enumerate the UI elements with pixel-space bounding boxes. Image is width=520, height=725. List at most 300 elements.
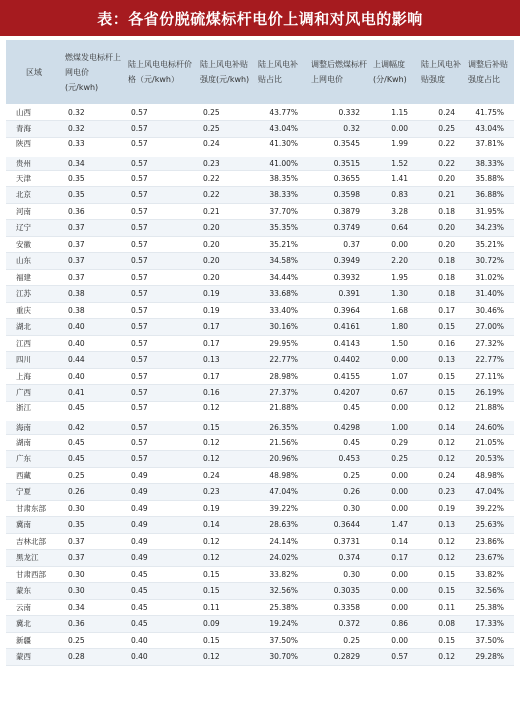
value-cell: 0.57 (125, 170, 197, 187)
region-cell: 宁夏 (6, 484, 62, 501)
value-cell: 0.00 (370, 583, 418, 600)
value-cell: 0.17 (197, 368, 255, 385)
value-cell: 0.21 (197, 203, 255, 220)
value-cell: 0.23 (418, 484, 465, 501)
value-cell: 0.14 (370, 533, 418, 550)
value-cell: 27.37% (255, 385, 308, 402)
value-cell: 0.20 (197, 220, 255, 237)
value-cell: 1.50 (370, 335, 418, 352)
value-cell: 35.21% (465, 236, 514, 253)
value-cell: 0.24 (197, 137, 255, 154)
column-header: 调整后燃煤标杆上网电价 (308, 40, 370, 104)
value-cell: 0.15 (418, 368, 465, 385)
value-cell: 0.453 (308, 451, 370, 468)
value-cell: 0.49 (125, 533, 197, 550)
value-cell: 1.52 (370, 154, 418, 171)
value-cell: 24.02% (255, 550, 308, 567)
table-row (6, 319, 514, 336)
value-cell: 0.57 (125, 286, 197, 303)
value-cell: 0.49 (125, 467, 197, 484)
value-cell: 0.57 (125, 154, 197, 171)
value-cell: 0.20 (418, 236, 465, 253)
value-cell: 0.40 (62, 319, 125, 336)
table-row (6, 451, 514, 468)
value-cell: 0.57 (125, 401, 197, 418)
value-cell: 0.374 (308, 550, 370, 567)
table-row (6, 500, 514, 517)
table-row (6, 203, 514, 220)
value-cell: 0.3879 (308, 203, 370, 220)
value-cell: 0.49 (125, 550, 197, 567)
table-row (6, 533, 514, 550)
value-cell: 17.33% (465, 616, 514, 633)
value-cell: 0.45 (125, 599, 197, 616)
value-cell: 0.24 (418, 104, 465, 121)
value-cell: 0.12 (418, 649, 465, 666)
table-row (6, 286, 514, 303)
value-cell: 0.18 (418, 253, 465, 270)
value-cell: 0.19 (197, 302, 255, 319)
value-cell: 0.22 (197, 170, 255, 187)
value-cell: 0.3515 (308, 154, 370, 171)
value-cell: 0.57 (125, 385, 197, 402)
table-row (6, 550, 514, 567)
value-cell: 0.3644 (308, 517, 370, 534)
value-cell: 37.50% (465, 632, 514, 649)
column-header: 陆上风电补贴强度(元/kwh) (197, 40, 255, 104)
value-cell: 19.24% (255, 616, 308, 633)
table-row (6, 121, 514, 138)
value-cell: 43.04% (255, 121, 308, 138)
value-cell: 39.22% (465, 500, 514, 517)
value-cell: 0.35 (62, 170, 125, 187)
value-cell: 0.4155 (308, 368, 370, 385)
region-cell: 新疆 (6, 632, 62, 649)
value-cell: 0.12 (418, 533, 465, 550)
value-cell: 0.40 (125, 632, 197, 649)
table-row (6, 649, 514, 666)
value-cell: 34.44% (255, 269, 308, 286)
data-table-container (6, 40, 514, 666)
value-cell: 0.15 (418, 566, 465, 583)
value-cell: 0.44 (62, 352, 125, 369)
value-cell: 0.13 (197, 352, 255, 369)
value-cell: 30.16% (255, 319, 308, 336)
region-cell: 辽宁 (6, 220, 62, 237)
value-cell: 0.45 (62, 434, 125, 451)
value-cell: 1.99 (370, 137, 418, 154)
value-cell: 31.02% (465, 269, 514, 286)
region-cell: 广东 (6, 451, 62, 468)
value-cell: 0.22 (418, 137, 465, 154)
value-cell: 0.17 (197, 335, 255, 352)
table-row (6, 137, 514, 154)
value-cell: 0.18 (418, 269, 465, 286)
value-cell: 0.12 (197, 649, 255, 666)
value-cell: 0.332 (308, 104, 370, 121)
value-cell: 0.4207 (308, 385, 370, 402)
value-cell: 0.30 (62, 500, 125, 517)
data-table (6, 40, 514, 666)
table-row (6, 253, 514, 270)
region-cell: 青海 (6, 121, 62, 138)
table-row (6, 517, 514, 534)
value-cell: 0.18 (418, 203, 465, 220)
region-cell: 湖南 (6, 434, 62, 451)
value-cell: 33.82% (465, 566, 514, 583)
value-cell: 0.37 (308, 236, 370, 253)
value-cell: 0.57 (125, 451, 197, 468)
region-cell: 吉林北部 (6, 533, 62, 550)
value-cell: 0.45 (62, 451, 125, 468)
value-cell: 0.26 (62, 484, 125, 501)
value-cell: 0.3932 (308, 269, 370, 286)
value-cell: 0.37 (62, 550, 125, 567)
value-cell: 41.30% (255, 137, 308, 154)
value-cell: 1.80 (370, 319, 418, 336)
table-body (6, 104, 514, 665)
value-cell: 0.23 (197, 484, 255, 501)
value-cell: 0.57 (125, 269, 197, 286)
value-cell: 43.04% (465, 121, 514, 138)
table-row (6, 385, 514, 402)
value-cell: 0.38 (62, 302, 125, 319)
value-cell: 34.23% (465, 220, 514, 237)
region-cell: 天津 (6, 170, 62, 187)
value-cell: 0.37 (62, 220, 125, 237)
table-row (6, 401, 514, 418)
value-cell: 2.20 (370, 253, 418, 270)
value-cell: 0.3545 (308, 137, 370, 154)
value-cell: 0.45 (125, 566, 197, 583)
value-cell: 0.40 (62, 335, 125, 352)
column-header: 陆上风电补贴占比 (255, 40, 308, 104)
value-cell: 39.22% (255, 500, 308, 517)
value-cell: 25.38% (465, 599, 514, 616)
value-cell: 0.86 (370, 616, 418, 633)
region-cell: 陕西 (6, 137, 62, 154)
value-cell: 0.00 (370, 467, 418, 484)
value-cell: 26.19% (465, 385, 514, 402)
value-cell: 0.40 (62, 368, 125, 385)
value-cell: 0.4298 (308, 418, 370, 435)
value-cell: 0.11 (197, 599, 255, 616)
value-cell: 0.57 (370, 649, 418, 666)
value-cell: 0.00 (370, 599, 418, 616)
value-cell: 0.40 (125, 649, 197, 666)
table-row (6, 236, 514, 253)
value-cell: 0.57 (125, 302, 197, 319)
region-cell: 海南 (6, 418, 62, 435)
value-cell: 0.57 (125, 236, 197, 253)
region-cell: 贵州 (6, 154, 62, 171)
value-cell: 0.45 (308, 401, 370, 418)
value-cell: 25.38% (255, 599, 308, 616)
value-cell: 29.95% (255, 335, 308, 352)
region-cell: 重庆 (6, 302, 62, 319)
value-cell: 0.32 (62, 104, 125, 121)
value-cell: 0.00 (370, 500, 418, 517)
value-cell: 0.19 (418, 500, 465, 517)
column-header: 陆上风电电标杆价格（元/kwh） (125, 40, 197, 104)
table-header-row (6, 40, 514, 104)
value-cell: 0.19 (197, 500, 255, 517)
value-cell: 0.12 (197, 451, 255, 468)
region-cell: 湖北 (6, 319, 62, 336)
value-cell: 31.40% (465, 286, 514, 303)
value-cell: 0.45 (125, 583, 197, 600)
value-cell: 0.11 (418, 599, 465, 616)
value-cell: 0.12 (197, 550, 255, 567)
value-cell: 21.88% (255, 401, 308, 418)
value-cell: 38.33% (465, 154, 514, 171)
value-cell: 0.08 (418, 616, 465, 633)
column-header: 陆上风电补贴强度 (418, 40, 465, 104)
region-cell: 安徽 (6, 236, 62, 253)
value-cell: 0.57 (125, 203, 197, 220)
table-row (6, 269, 514, 286)
value-cell: 0.25 (197, 121, 255, 138)
value-cell: 28.63% (255, 517, 308, 534)
value-cell: 0.32 (308, 121, 370, 138)
value-cell: 0.57 (125, 368, 197, 385)
value-cell: 0.15 (418, 319, 465, 336)
value-cell: 29.28% (465, 649, 514, 666)
table-row (6, 616, 514, 633)
column-header: 燃煤发电标杆上网电价(元/kwh) (62, 40, 125, 104)
value-cell: 22.77% (255, 352, 308, 369)
value-cell: 0.25 (308, 467, 370, 484)
value-cell: 0.15 (418, 632, 465, 649)
column-header: 上调幅度(分/Kwh) (370, 40, 418, 104)
value-cell: 0.14 (418, 418, 465, 435)
region-cell: 云南 (6, 599, 62, 616)
table-row (6, 368, 514, 385)
value-cell: 0.57 (125, 418, 197, 435)
value-cell: 47.04% (255, 484, 308, 501)
value-cell: 0.00 (370, 632, 418, 649)
value-cell: 37.50% (255, 632, 308, 649)
region-cell: 山西 (6, 104, 62, 121)
value-cell: 0.36 (62, 616, 125, 633)
value-cell: 30.46% (465, 302, 514, 319)
value-cell: 0.57 (125, 187, 197, 204)
value-cell: 30.72% (465, 253, 514, 270)
value-cell: 0.17 (370, 550, 418, 567)
value-cell: 0.30 (308, 500, 370, 517)
value-cell: 47.04% (465, 484, 514, 501)
table-title-text: 表：各省份脱硫煤标杆电价上调和对风电的影响 (97, 9, 423, 28)
value-cell: 0.57 (125, 220, 197, 237)
value-cell: 0.17 (418, 302, 465, 319)
table-title (0, 0, 520, 36)
value-cell: 0.41 (62, 385, 125, 402)
value-cell: 0.4143 (308, 335, 370, 352)
value-cell: 35.35% (255, 220, 308, 237)
table-row (6, 467, 514, 484)
value-cell: 0.09 (197, 616, 255, 633)
value-cell: 0.45 (125, 616, 197, 633)
value-cell: 0.32 (62, 121, 125, 138)
value-cell: 0.2829 (308, 649, 370, 666)
value-cell: 1.30 (370, 286, 418, 303)
value-cell: 0.37 (62, 236, 125, 253)
region-cell: 西藏 (6, 467, 62, 484)
table-row (6, 599, 514, 616)
value-cell: 1.47 (370, 517, 418, 534)
value-cell: 0.19 (197, 286, 255, 303)
value-cell: 23.67% (465, 550, 514, 567)
region-cell: 黑龙江 (6, 550, 62, 567)
value-cell: 0.20 (197, 253, 255, 270)
region-cell: 冀北 (6, 616, 62, 633)
value-cell: 38.33% (255, 187, 308, 204)
value-cell: 0.49 (125, 517, 197, 534)
table-row (6, 335, 514, 352)
value-cell: 0.22 (197, 187, 255, 204)
value-cell: 0.24 (197, 467, 255, 484)
value-cell: 25.63% (465, 517, 514, 534)
value-cell: 48.98% (465, 467, 514, 484)
column-header: 区域 (6, 40, 62, 104)
value-cell: 32.56% (255, 583, 308, 600)
region-cell: 蒙东 (6, 583, 62, 600)
value-cell: 43.77% (255, 104, 308, 121)
value-cell: 24.14% (255, 533, 308, 550)
table-row (6, 484, 514, 501)
value-cell: 0.57 (125, 104, 197, 121)
region-cell: 广西 (6, 385, 62, 402)
table-row (6, 220, 514, 237)
region-cell: 北京 (6, 187, 62, 204)
value-cell: 48.98% (255, 467, 308, 484)
value-cell: 0.33 (62, 137, 125, 154)
table-row (6, 352, 514, 369)
value-cell: 0.14 (197, 517, 255, 534)
value-cell: 3.28 (370, 203, 418, 220)
value-cell: 0.15 (418, 385, 465, 402)
value-cell: 20.53% (465, 451, 514, 468)
region-cell: 福建 (6, 269, 62, 286)
value-cell: 0.28 (62, 649, 125, 666)
value-cell: 0.3358 (308, 599, 370, 616)
value-cell: 0.25 (308, 632, 370, 649)
column-header: 调整后补贴强度占比 (465, 40, 514, 104)
value-cell: 35.21% (255, 236, 308, 253)
region-cell: 甘肃西部 (6, 566, 62, 583)
value-cell: 0.37 (62, 533, 125, 550)
value-cell: 0.16 (197, 385, 255, 402)
region-cell: 冀南 (6, 517, 62, 534)
table-row (6, 302, 514, 319)
region-cell: 蒙西 (6, 649, 62, 666)
value-cell: 0.49 (125, 484, 197, 501)
value-cell: 1.41 (370, 170, 418, 187)
value-cell: 0.57 (125, 253, 197, 270)
value-cell: 0.391 (308, 286, 370, 303)
table-row (6, 187, 514, 204)
region-cell: 江西 (6, 335, 62, 352)
value-cell: 35.88% (465, 170, 514, 187)
value-cell: 0.34 (62, 599, 125, 616)
value-cell: 36.88% (465, 187, 514, 204)
value-cell: 0.12 (418, 434, 465, 451)
value-cell: 34.58% (255, 253, 308, 270)
value-cell: 0.57 (125, 137, 197, 154)
value-cell: 0.21 (418, 187, 465, 204)
table-row (6, 418, 514, 435)
value-cell: 0.29 (370, 434, 418, 451)
value-cell: 0.00 (370, 566, 418, 583)
value-cell: 0.83 (370, 187, 418, 204)
value-cell: 1.00 (370, 418, 418, 435)
value-cell: 0.16 (418, 335, 465, 352)
value-cell: 0.4161 (308, 319, 370, 336)
value-cell: 0.12 (418, 451, 465, 468)
value-cell: 0.25 (370, 451, 418, 468)
value-cell: 22.77% (465, 352, 514, 369)
value-cell: 0.37 (62, 253, 125, 270)
value-cell: 0.18 (418, 286, 465, 303)
value-cell: 1.07 (370, 368, 418, 385)
value-cell: 0.25 (62, 632, 125, 649)
value-cell: 1.95 (370, 269, 418, 286)
value-cell: 0.25 (197, 104, 255, 121)
value-cell: 0.35 (62, 517, 125, 534)
table-row (6, 566, 514, 583)
table-row (6, 154, 514, 171)
value-cell: 0.35 (62, 187, 125, 204)
value-cell: 0.3749 (308, 220, 370, 237)
value-cell: 0.00 (370, 401, 418, 418)
value-cell: 33.82% (255, 566, 308, 583)
value-cell: 0.15 (418, 583, 465, 600)
value-cell: 0.00 (370, 236, 418, 253)
value-cell: 0.22 (418, 154, 465, 171)
value-cell: 0.12 (197, 434, 255, 451)
value-cell: 21.88% (465, 401, 514, 418)
value-cell: 41.75% (465, 104, 514, 121)
region-cell: 山东 (6, 253, 62, 270)
region-cell: 河南 (6, 203, 62, 220)
value-cell: 0.45 (62, 401, 125, 418)
value-cell: 0.30 (308, 566, 370, 583)
region-cell: 甘肃东部 (6, 500, 62, 517)
value-cell: 31.95% (465, 203, 514, 220)
value-cell: 0.12 (197, 401, 255, 418)
value-cell: 0.15 (197, 418, 255, 435)
value-cell: 41.00% (255, 154, 308, 171)
value-cell: 0.25 (62, 467, 125, 484)
value-cell: 30.70% (255, 649, 308, 666)
value-cell: 0.00 (370, 352, 418, 369)
table-row (6, 434, 514, 451)
value-cell: 0.13 (418, 517, 465, 534)
value-cell: 38.35% (255, 170, 308, 187)
value-cell: 0.30 (62, 583, 125, 600)
value-cell: 0.12 (197, 533, 255, 550)
value-cell: 0.25 (418, 121, 465, 138)
value-cell: 0.24 (418, 467, 465, 484)
value-cell: 0.372 (308, 616, 370, 633)
value-cell: 0.12 (418, 550, 465, 567)
table-row (6, 104, 514, 121)
value-cell: 37.81% (465, 137, 514, 154)
value-cell: 0.13 (418, 352, 465, 369)
value-cell: 0.57 (125, 352, 197, 369)
value-cell: 0.17 (197, 319, 255, 336)
value-cell: 0.42 (62, 418, 125, 435)
